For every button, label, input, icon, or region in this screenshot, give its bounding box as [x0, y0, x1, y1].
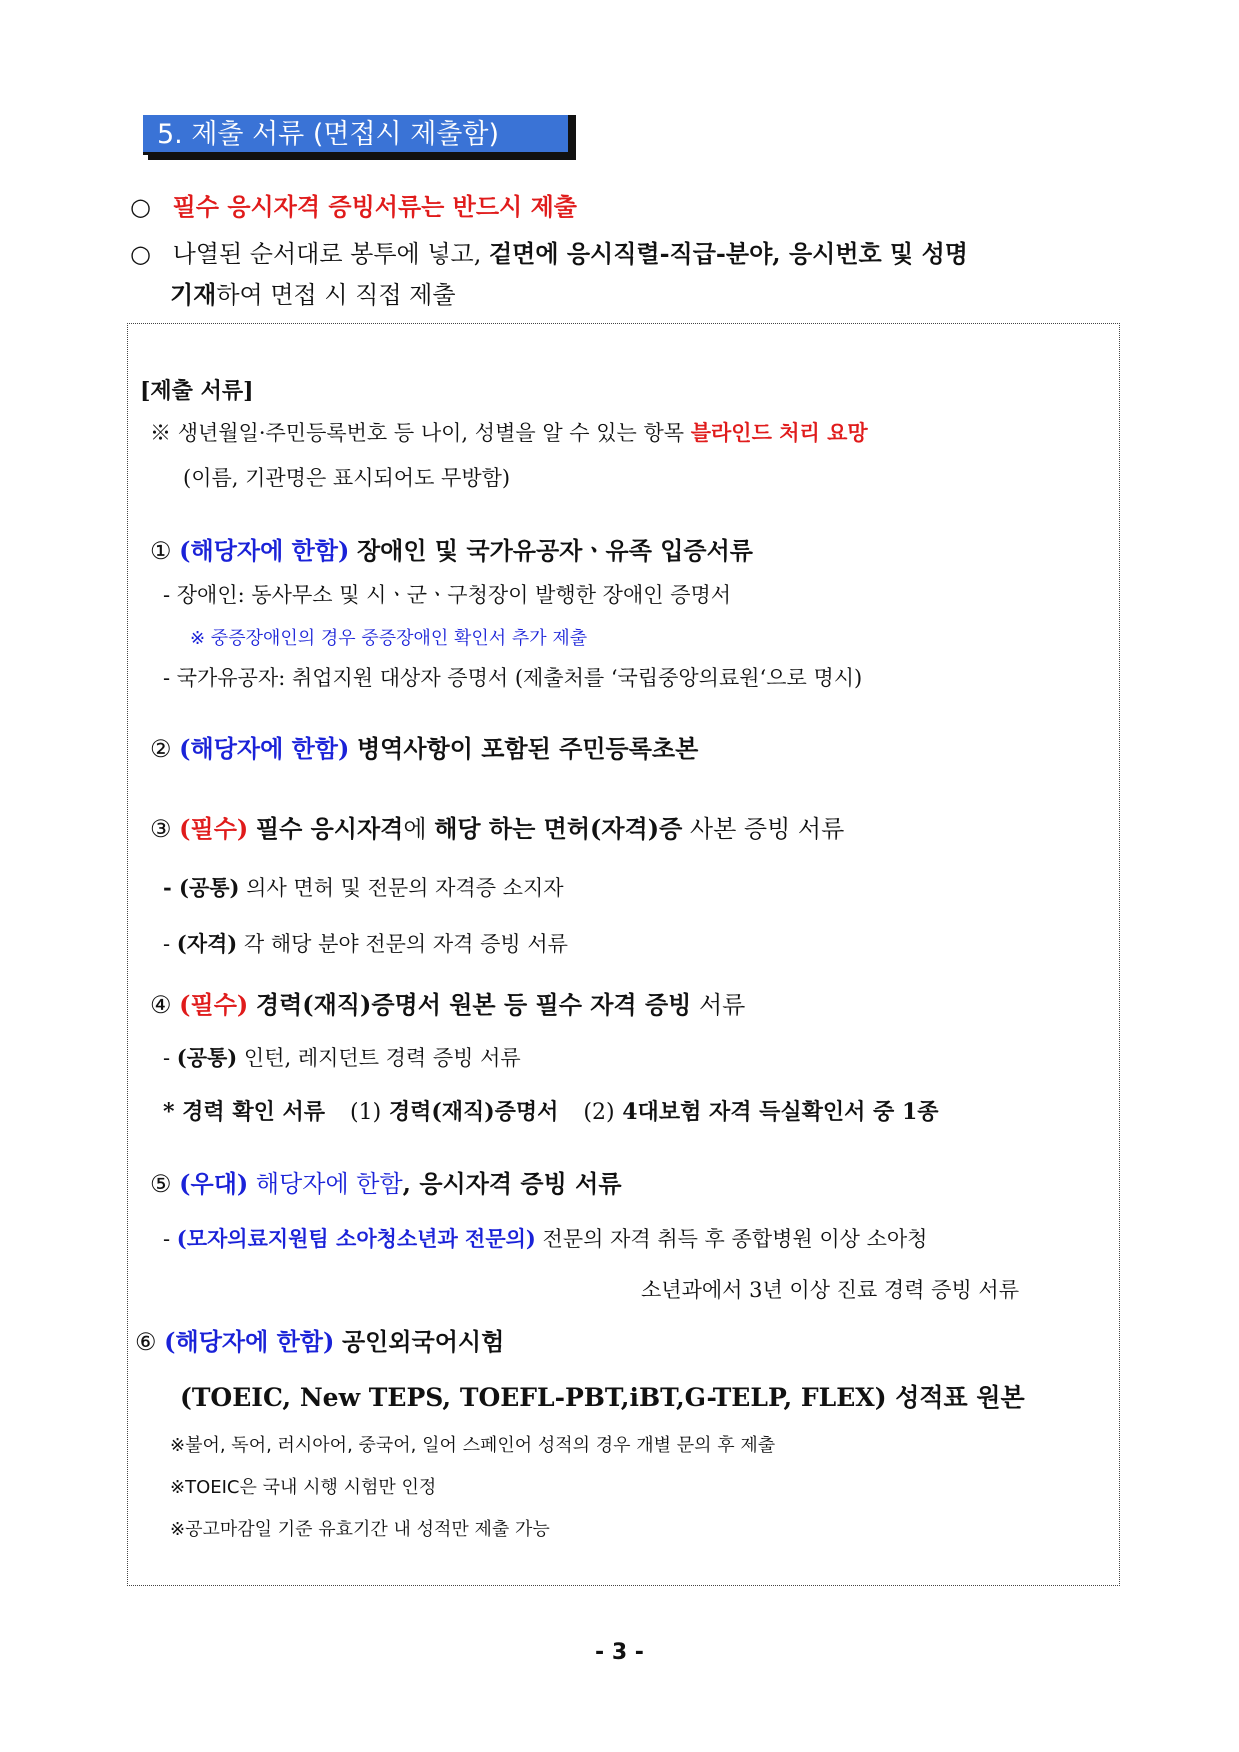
item2-tag: (해당자에 한함): [179, 734, 350, 763]
bullet-envelope-bold2: 기재: [170, 280, 217, 309]
note-marker: ※: [150, 421, 171, 445]
box-heading: [제출 서류]: [140, 378, 254, 404]
bullet-required-text: 필수 응시자격 증빙서류는 반드시 제출: [172, 192, 577, 221]
item6-note3: ※공고마감일 기준 유효기간 내 성적만 제출 가능: [170, 1519, 550, 1540]
item6-tag: (해당자에 한함): [164, 1327, 335, 1356]
item5-title-text: , 응시자격 증빙 서류: [402, 1169, 622, 1198]
item1-num: ①: [150, 537, 172, 565]
item4-opt2: 4대보험 자격 득실확인서 중 1종: [614, 1099, 939, 1125]
item3-line2: [163, 928, 568, 958]
note-plain: 생년월일·주민등록번호 등 나이, 성별을 알 수 있는 항목: [177, 421, 691, 445]
item5-title: [150, 1164, 622, 1199]
item6-note2: ※TOEIC은 국내 시행 시험만 인정: [170, 1477, 437, 1498]
item4-line1: [163, 1042, 521, 1072]
item4-opt2-num: (2): [583, 1100, 615, 1125]
item6-num: ⑥: [135, 1328, 157, 1356]
item6-tests-list: (TOEIC, New TEPS, TOEFL-PBT,iBT,G-TELP, FLEX): [180, 1383, 887, 1412]
item1-line1: - 장애인: 동사무소 및 시ㆍ군ㆍ구청장이 발행한 장애인 증명서: [163, 583, 732, 607]
item4-title-b: 경력(재직)증명서 원본 등 필수 자격 증빙: [255, 990, 692, 1019]
bullet-envelope-plain1: 나열된 순서대로 봉투에 넣고,: [172, 240, 489, 268]
item3-title-p2: 사본 증빙 서류: [682, 815, 845, 843]
item2-num: ②: [150, 735, 172, 763]
item3-title-b1: 필수 응시자격: [255, 814, 404, 843]
item3-tag: (필수): [179, 814, 249, 843]
bullet-envelope-plain2: 하여 면접 시 직접 제출: [216, 281, 456, 309]
item4-star: * 경력 확인 서류: [163, 1099, 325, 1125]
item5-num: ⑤: [150, 1170, 172, 1198]
item3-num: ③: [150, 815, 172, 843]
item2-title: [150, 729, 698, 764]
item4-career-docs: [163, 1095, 939, 1126]
item4-tag: (필수): [179, 990, 249, 1019]
section-title: 5. 제출 서류 (면접시 제출함): [143, 115, 571, 155]
item3-line1-text: 의사 면허 및 전문의 자격증 소지자: [239, 876, 564, 900]
item1-title: [150, 531, 753, 566]
item6-tests-b: 성적표 원본: [886, 1383, 1025, 1412]
item4-title-p: 서류: [691, 991, 746, 1019]
blind-note: [150, 417, 868, 447]
bullet-marker: ○: [130, 240, 151, 268]
bullet-marker: ○: [130, 193, 151, 221]
item5-line1-tag: (모자의료지원팀 소아청소년과 전문의): [176, 1226, 536, 1251]
bullet-envelope-bold1: 겉면에 응시직렬-직급-분야, 응시번호 및 성명: [488, 239, 968, 268]
item3-line2-tag: (자격): [176, 931, 238, 956]
note-red: 블라인드 처리 요망: [690, 420, 868, 445]
item1-line2: - 국가유공자: 취업지원 대상자 증명서 (제출처를 ‘국립중앙의료원‘으로 명시): [163, 666, 863, 690]
item6-title-text: 공인외국어시험: [341, 1327, 505, 1356]
item2-title-text: 병역사항이 포함된 주민등록초본: [356, 734, 699, 763]
item3-line2-text: 각 해당 분야 전문의 자격 증빙 서류: [237, 932, 568, 956]
bullet-required-docs: [130, 191, 577, 223]
item3-title-p1: 에: [403, 815, 435, 843]
item4-line1-tag: (공통): [176, 1045, 238, 1070]
item1-line1-note: ※ 중증장애인의 경우 중증장애인 확인서 추가 제출: [190, 628, 588, 649]
item4-line1-text: 인턴, 레지던트 경력 증빙 서류: [237, 1046, 521, 1070]
item4-opt1-num: (1): [350, 1100, 382, 1125]
item5-line1-cont: 소년과에서 3년 이상 진료 경력 증빙 서류: [641, 1278, 1019, 1302]
bullet-envelope-cont: [170, 279, 456, 311]
item6-tests: [180, 1378, 1025, 1414]
item6-title: [135, 1322, 504, 1357]
item4-opt1: 경력(재직)증명서: [381, 1099, 559, 1125]
item3-title-b2: 해당 하는 면허(자격)증: [434, 814, 683, 843]
item3-line1-tag: (공통): [179, 875, 240, 900]
item6-note1: ※불어, 독어, 러시아어, 중국어, 일어 스페인어 성적의 경우 개별 문의 후 제출: [170, 1435, 776, 1456]
dash: -: [163, 1227, 177, 1251]
item4-num: ④: [150, 991, 172, 1019]
item5-line1-text: 전문의 자격 취득 후 종합병원 이상 소아청: [535, 1227, 928, 1251]
item4-title: [150, 985, 745, 1020]
blind-note-sub: (이름, 기관명은 표시되어도 무방함): [183, 466, 511, 490]
item5-tag: (우대): [179, 1169, 249, 1198]
item1-title-text: 장애인 및 국가유공자ㆍ유족 입증서류: [356, 536, 753, 565]
bullet-envelope: [130, 238, 968, 270]
item3-title: [150, 809, 844, 844]
dash: -: [163, 1046, 177, 1070]
item3-line1: [163, 872, 564, 902]
dash: -: [163, 875, 180, 900]
item5-line1: [163, 1223, 927, 1253]
page-number: - 3 -: [595, 1640, 644, 1665]
dash: -: [163, 932, 177, 956]
item1-tag: (해당자에 한함): [179, 536, 350, 565]
item5-tag2: 해당자에 한함: [255, 1170, 403, 1198]
